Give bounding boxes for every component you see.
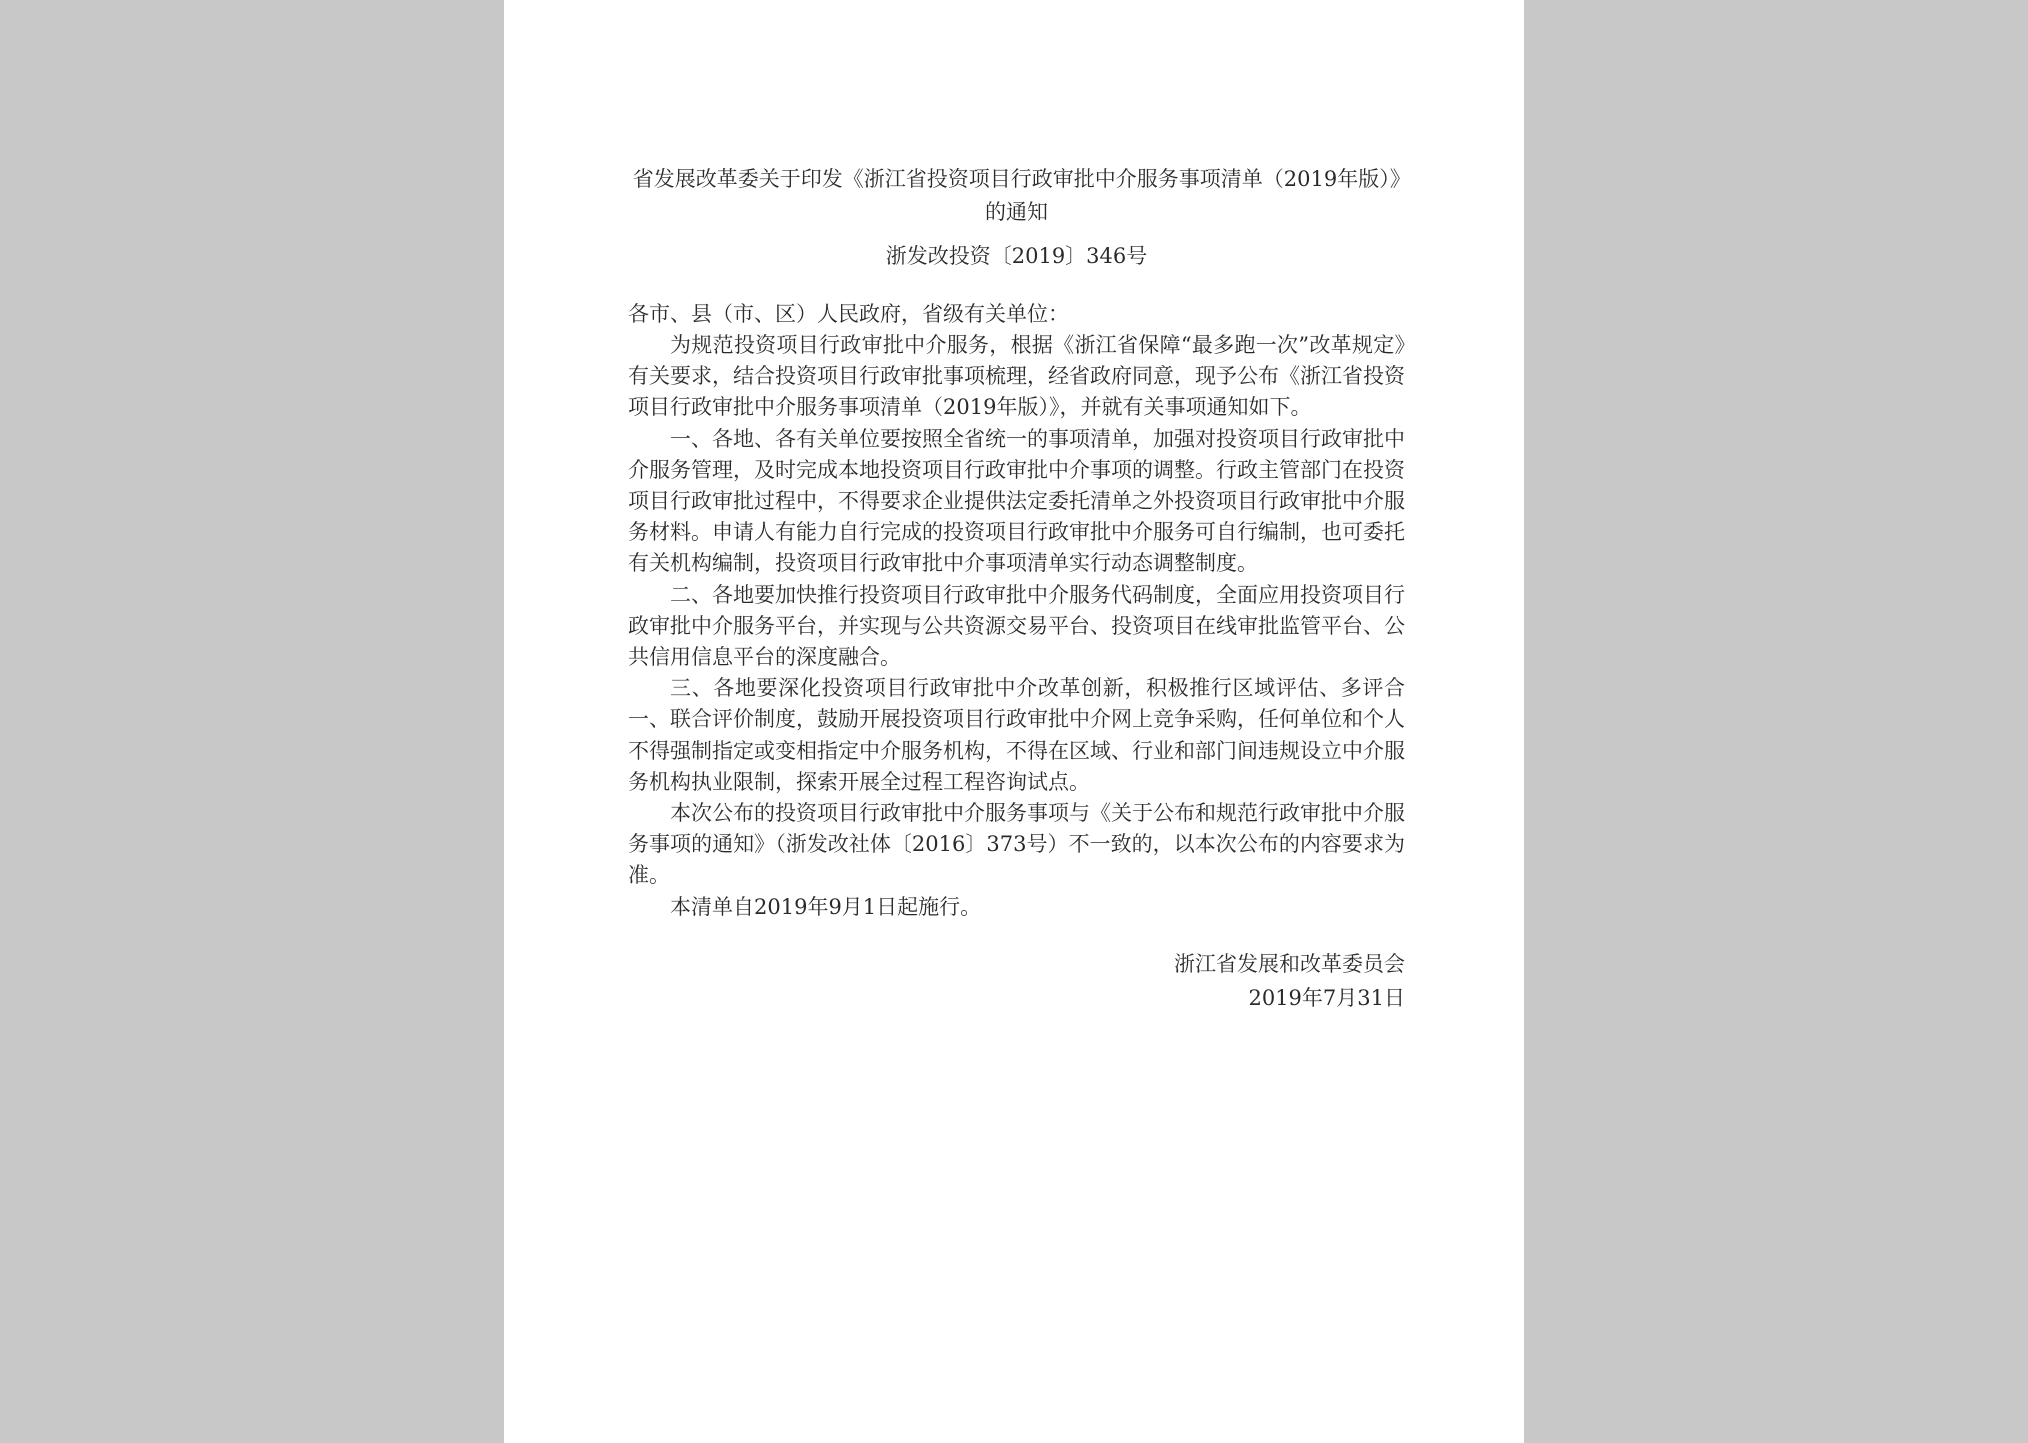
salutation: 各市、县（市、区）人民政府，省级有关单位： bbox=[628, 302, 1069, 326]
document-number: 浙发改投资〔2019〕346号 bbox=[885, 244, 1148, 268]
document-body bbox=[628, 163, 1405, 1015]
document-page bbox=[504, 0, 1524, 1443]
paragraph-item-1: 一、各地、各有关单位要按照全省统一的事项清单，加强对投资项目行政审批中介服务管理，及时完成本地投资项目行政审批中介事项的调整。行政主管部门在投资项目行政审批过程中，不得要求企业提供法定委托清单之外投资项目行政审批中介服务材料。申请人有能力自行完成的投资项目行政审批中介服务可自行编制，也可委托有关机构编制，投资项目行政审批中介事项清单实行动态调整制度。 bbox=[628, 426, 1405, 576]
paragraph-consistency-note: 本次公布的投资项目行政审批中介服务事项与《关于公布和规范行政审批中介服务事项的通知》（浙发改社体〔2016〕373号）不一致的，以本次公布的内容要求为准。 bbox=[628, 801, 1405, 888]
issue-date: 2019年7月31日 bbox=[1248, 985, 1405, 1010]
document-title: 省发展改革委关于印发《浙江省投资项目行政审批中介服务事项清单（2019年版）》的通知 bbox=[632, 167, 1401, 224]
paragraph-item-2: 二、各地要加快推行投资项目行政审批中介服务代码制度，全面应用投资项目行政审批中介服务平台，并实现与公共资源交易平台、投资项目在线审批监管平台、公共信用信息平台的深度融合。 bbox=[628, 582, 1405, 670]
paragraph-intro: 为规范投资项目行政审批中介服务，根据《浙江省保障“最多跑一次”改革规定》有关要求，结合投资项目行政审批事项梳理，经省政府同意，现予公布《浙江省投资项目行政审批中介服务事项清单（2019年版）》，并就有关事项通知如下。 bbox=[628, 333, 1405, 420]
signature-block bbox=[628, 947, 1405, 1015]
paragraph-effective-date: 本清单自2019年9月1日起施行。 bbox=[670, 894, 982, 919]
signatory: 浙江省发展和改革委员会 bbox=[1174, 951, 1405, 976]
paragraph-item-3: 三、各地要深化投资项目行政审批中介改革创新，积极推行区域评估、多评合一、联合评价制度，鼓励开展投资项目行政审批中介网上竞争采购，任何单位和个人不得强制指定或变相指定中介服务机构，不得在区域、行业和部门间违规设立中介服务机构执业限制，探索开展全过程工程咨询试点。 bbox=[628, 676, 1405, 794]
